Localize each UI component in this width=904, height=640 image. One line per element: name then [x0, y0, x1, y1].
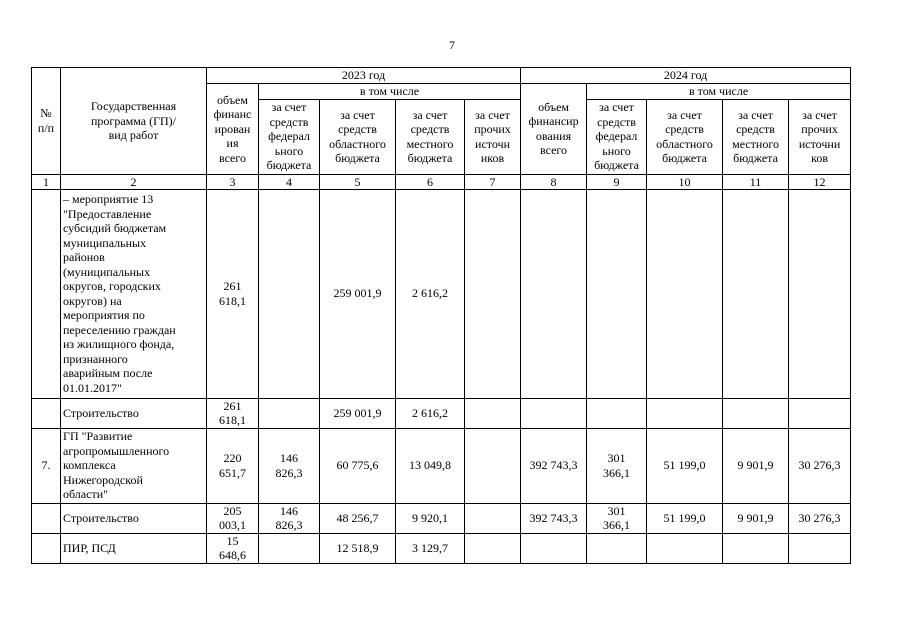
value-cell: 12 518,9	[320, 533, 396, 563]
value-cell	[789, 533, 851, 563]
header-2024-including: в том числе	[587, 84, 851, 100]
header-year-2024: 2024 год	[521, 68, 851, 84]
column-number: 1	[32, 174, 61, 189]
value-cell: 51 199,0	[647, 428, 723, 503]
value-cell	[723, 189, 789, 398]
value-cell	[521, 398, 587, 428]
value-cell: 9 901,9	[723, 503, 789, 533]
value-cell	[647, 398, 723, 428]
header-year-2023: 2023 год	[207, 68, 521, 84]
row-name: – мероприятие 13 "Предоставление субсидий бюджетам муниципальных районов (муниципальных округов, городских округов) на мероприятия по переселению граждан из жилищного фонда, признанного аварийным после 01.01.2017"	[61, 189, 207, 398]
table-body	[32, 189, 851, 563]
value-cell	[465, 398, 521, 428]
value-cell: 9 920,1	[396, 503, 465, 533]
value-cell: 15 648,6	[207, 533, 259, 563]
value-cell	[723, 398, 789, 428]
value-cell	[259, 189, 320, 398]
value-cell: 261 618,1	[207, 398, 259, 428]
value-cell	[789, 398, 851, 428]
value-cell	[587, 189, 647, 398]
column-number: 8	[521, 174, 587, 189]
value-cell: 301 366,1	[587, 428, 647, 503]
value-cell: 30 276,3	[789, 503, 851, 533]
value-cell	[723, 533, 789, 563]
header-2024-total: объем финансир ования всего	[521, 84, 587, 175]
value-cell: 259 001,9	[320, 189, 396, 398]
row-number: 7.	[32, 428, 61, 503]
value-cell	[521, 189, 587, 398]
row-name: Строительство	[61, 503, 207, 533]
row-number	[32, 503, 61, 533]
value-cell: 146 826,3	[259, 428, 320, 503]
value-cell	[465, 503, 521, 533]
budget-table	[31, 67, 851, 564]
value-cell: 261 618,1	[207, 189, 259, 398]
column-number: 10	[647, 174, 723, 189]
value-cell	[259, 398, 320, 428]
value-cell: 205 003,1	[207, 503, 259, 533]
table-row	[32, 503, 851, 533]
page-number: 7	[449, 38, 455, 52]
column-number: 5	[320, 174, 396, 189]
row-number	[32, 189, 61, 398]
table-row	[32, 189, 851, 398]
value-cell: 30 276,3	[789, 428, 851, 503]
value-cell: 259 001,9	[320, 398, 396, 428]
row-name: Строительство	[61, 398, 207, 428]
value-cell: 301 366,1	[587, 503, 647, 533]
header-2023-local: за счет средств местного бюджета	[396, 99, 465, 174]
value-cell: 2 616,2	[396, 189, 465, 398]
column-number: 4	[259, 174, 320, 189]
column-number: 7	[465, 174, 521, 189]
header-2023-regional: за счет средств областного бюджета	[320, 99, 396, 174]
header-2024-federal: за счет средств федерал ьного бюджета	[587, 99, 647, 174]
table-row	[32, 398, 851, 428]
header-2024-local: за счет средств местного бюджета	[723, 99, 789, 174]
value-cell	[789, 189, 851, 398]
column-number: 12	[789, 174, 851, 189]
table-row	[32, 533, 851, 563]
value-cell: 48 256,7	[320, 503, 396, 533]
value-cell: 51 199,0	[647, 503, 723, 533]
header-2023-other: за счет прочих источн иков	[465, 99, 521, 174]
value-cell	[465, 533, 521, 563]
column-number-row	[32, 174, 851, 189]
header-2023-total: объем финанс ирован ия всего	[207, 84, 259, 175]
value-cell	[647, 189, 723, 398]
value-cell	[587, 398, 647, 428]
value-cell: 2 616,2	[396, 398, 465, 428]
column-number: 6	[396, 174, 465, 189]
row-name: ГП "Развитие агропромышленного комплекса Нижегородской области"	[61, 428, 207, 503]
column-number: 11	[723, 174, 789, 189]
column-number: 2	[61, 174, 207, 189]
value-cell: 392 743,3	[521, 503, 587, 533]
value-cell	[521, 533, 587, 563]
row-number	[32, 398, 61, 428]
header-2024-other: за счет прочих источни ков	[789, 99, 851, 174]
column-number: 9	[587, 174, 647, 189]
value-cell: 13 049,8	[396, 428, 465, 503]
value-cell: 3 129,7	[396, 533, 465, 563]
row-name: ПИР, ПСД	[61, 533, 207, 563]
value-cell	[647, 533, 723, 563]
value-cell: 392 743,3	[521, 428, 587, 503]
header-program: Государственная программа (ГП)/ вид работ	[61, 68, 207, 175]
value-cell: 146 826,3	[259, 503, 320, 533]
value-cell	[587, 533, 647, 563]
header-row-number: № п/п	[32, 68, 61, 175]
table-row	[32, 428, 851, 503]
column-number: 3	[207, 174, 259, 189]
row-number	[32, 533, 61, 563]
value-cell: 60 775,6	[320, 428, 396, 503]
value-cell: 9 901,9	[723, 428, 789, 503]
value-cell: 220 651,7	[207, 428, 259, 503]
header-2023-federal: за счет средств федерал ьного бюджета	[259, 99, 320, 174]
header-2024-regional: за счет средств областного бюджета	[647, 99, 723, 174]
value-cell	[465, 428, 521, 503]
value-cell	[465, 189, 521, 398]
value-cell	[259, 533, 320, 563]
header-2023-including: в том числе	[259, 84, 521, 100]
